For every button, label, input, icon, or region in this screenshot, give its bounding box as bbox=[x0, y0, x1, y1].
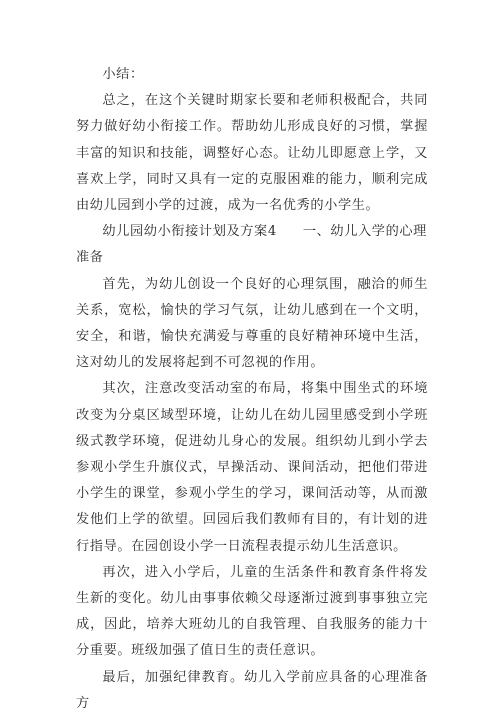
body-paragraph-first: 首先，为幼儿创设一个良好的心理氛围，融洽的师生关系，宽松，愉快的学习气氛，让幼儿感到在一个文明，安全，和谐，愉快充满爱与尊重的良好精神环境中生活，这对幼儿的发展将起到不可忽视的作用。 bbox=[76, 276, 428, 371]
summary-heading: 小结： bbox=[102, 67, 144, 82]
section-title: 一、幼儿入学的心理准备 bbox=[76, 224, 427, 266]
document-page bbox=[76, 62, 428, 717]
plan-heading bbox=[76, 219, 428, 271]
body-paragraph-third: 再次，进入小学后，儿童的生活条件和教育条件将发生新的变化。幼儿由事事依赖父母逐渐过渡到事事独立完成，因此，培养大班幼儿的自我管理、自我服务的能力十分重要。班级加强了值日生的责任意识。 bbox=[76, 564, 428, 659]
body-paragraph-fourth: 最后，加强纪律教育。幼儿入学前应具备的心理准备方 bbox=[76, 669, 428, 711]
body-paragraph-second: 其次，注意改变活动室的布局，将集中围坐式的环境改变为分桌区域型环境，让幼儿在幼儿园里感受到小学班级式教学环境，促进幼儿身心的发展。组织幼儿到小学去参观小学生升旗仪式，早操活动、课间活动，把他们带进小学生的课堂，参观小学生的学习，课间活动等，从而激发他们上学的欲望。回园后我们教师有目的，有计划的进行指导。在园创设小学一日流程表提示幼儿生活意识。 bbox=[76, 381, 428, 554]
plan-title: 幼儿园幼小衔接计划及方案4 bbox=[102, 224, 277, 240]
summary-paragraph: 总之，在这个关键时期家长要和老师积极配合，共同努力做好幼小衔接工作。帮助幼儿形成良好的习惯，掌握丰富的知识和技能，调整好心态。让幼儿即愿意上学，又喜欢上学，同时又具有一定的克服困难的能力，顺利完成由幼儿园到小学的过渡，成为一名优秀的小学生。 bbox=[76, 93, 428, 214]
